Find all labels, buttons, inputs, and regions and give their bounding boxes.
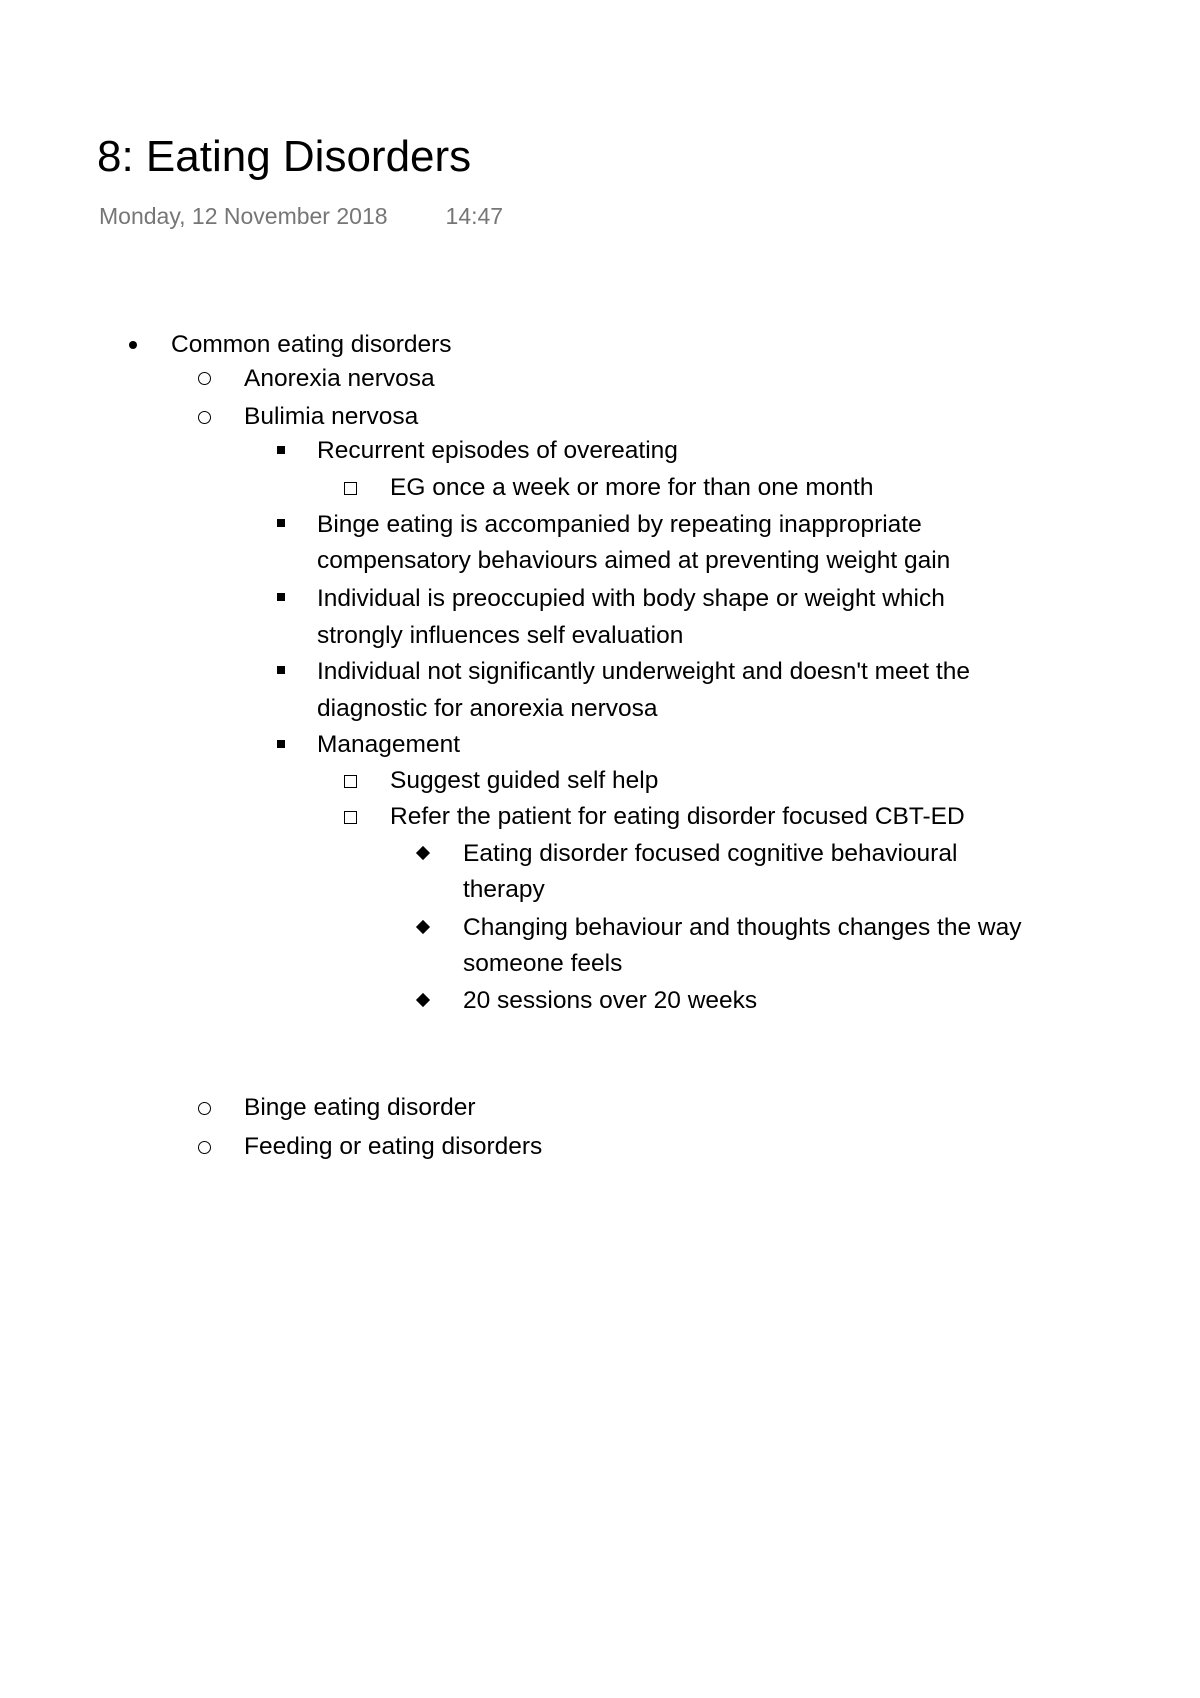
hollow-circle-icon (198, 1102, 211, 1115)
hollow-square-icon (344, 775, 357, 788)
filled-square-icon (277, 593, 285, 601)
filled-diamond-icon (416, 846, 430, 860)
list-item: EG once a week or more for than one month (390, 474, 874, 501)
list-item: Binge eating is accompanied by repeating inappropriate (317, 511, 922, 538)
list-item: Feeding or eating disorders (244, 1133, 543, 1160)
list-item-continuation: therapy (463, 876, 545, 903)
hollow-circle-icon (198, 411, 211, 424)
list-item-continuation: strongly influences self evaluation (317, 622, 684, 649)
list-item: Anorexia nervosa (244, 365, 435, 392)
page-date: Monday, 12 November 2018 (99, 203, 388, 229)
list-item: Individual is preoccupied with body shape or weight which (317, 585, 945, 612)
filled-square-icon (277, 519, 285, 527)
list-item: Management (317, 731, 461, 758)
filled-square-icon (277, 666, 285, 674)
list-item-continuation: someone feels (463, 950, 623, 977)
hollow-circle-icon (198, 372, 211, 385)
list-item: Refer the patient for eating disorder focused CBT-ED (390, 803, 965, 830)
list-item-continuation: diagnostic for anorexia nervosa (317, 695, 658, 722)
list-item: Individual not significantly underweight and doesn't meet the (317, 658, 970, 685)
hollow-square-icon (344, 482, 357, 495)
page-title: 8: Eating Disorders (97, 132, 472, 181)
list-item: Binge eating disorder (244, 1094, 476, 1121)
filled-square-icon (277, 740, 285, 748)
filled-diamond-icon (416, 993, 430, 1007)
list-item: Suggest guided self help (390, 767, 659, 794)
filled-square-icon (277, 446, 285, 454)
list-item: Changing behaviour and thoughts changes the way (463, 914, 1022, 941)
hollow-circle-icon (198, 1141, 211, 1154)
filled-diamond-icon (416, 920, 430, 934)
list-item: Bulimia nervosa (244, 403, 419, 430)
list-item: Recurrent episodes of overeating (317, 437, 678, 464)
page-meta (99, 203, 503, 230)
list-item: Eating disorder focused cognitive behavioural (463, 840, 958, 867)
list-item: Common eating disorders (171, 331, 452, 358)
list-item: 20 sessions over 20 weeks (463, 987, 758, 1014)
filled-dot-icon (129, 341, 137, 349)
page-time: 14:47 (445, 203, 504, 229)
hollow-square-icon (344, 811, 357, 824)
list-item-continuation: compensatory behaviours aimed at preventing weight gain (317, 547, 951, 574)
